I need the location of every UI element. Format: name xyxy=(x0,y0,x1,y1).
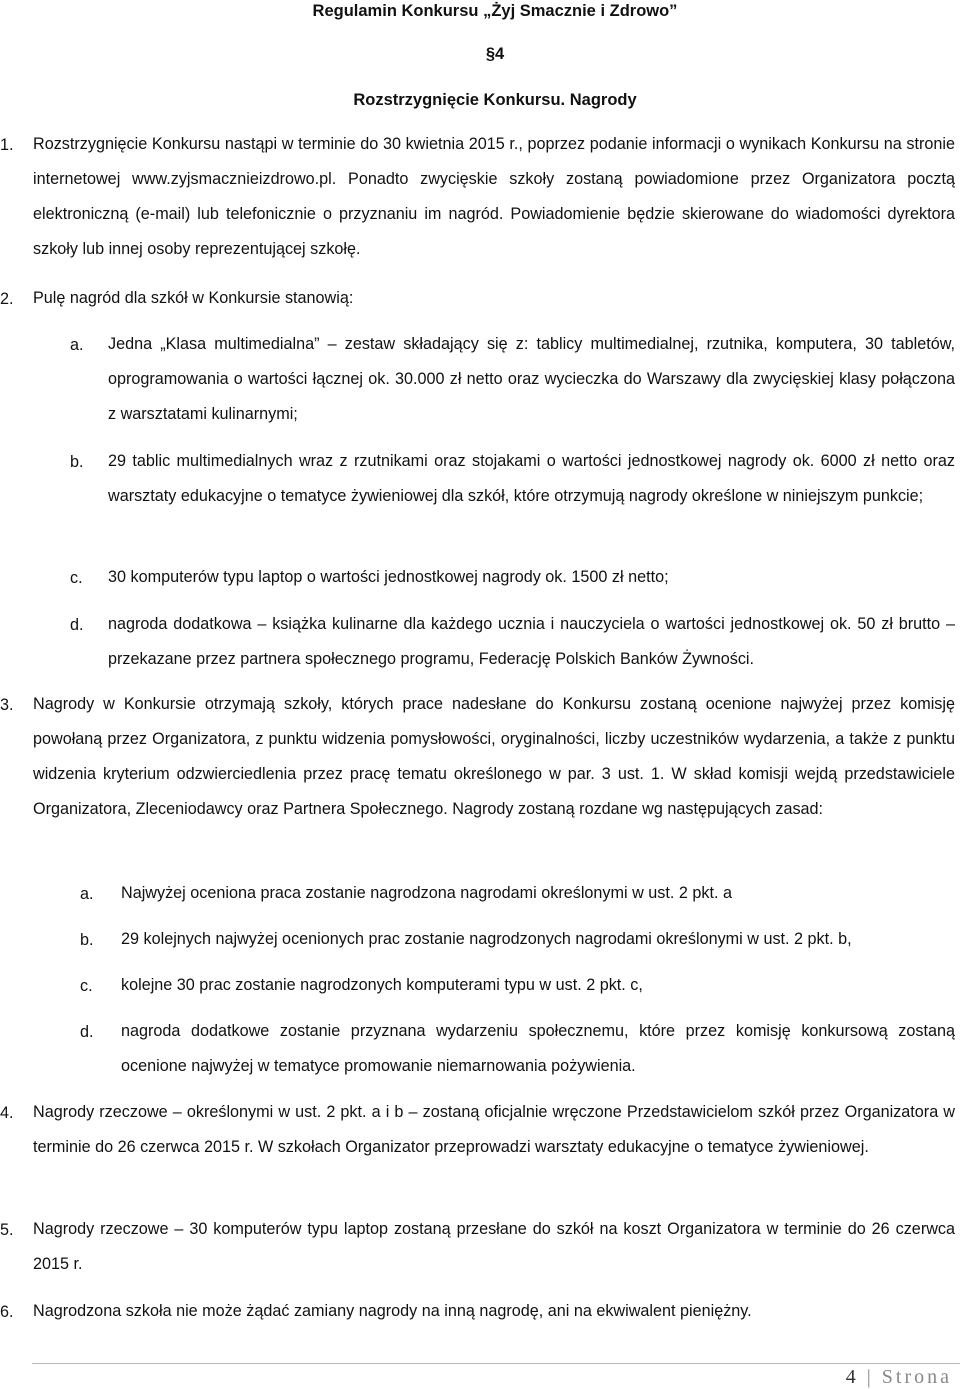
prize-item-c xyxy=(70,560,955,595)
point-number: 2. xyxy=(0,290,14,308)
prize-text: 30 komputerów typu laptop o wartości jednostkowej nagrody ok. 1500 zł netto; xyxy=(108,568,669,586)
page-number: 4 xyxy=(845,1366,859,1388)
point-number: 1. xyxy=(0,136,14,154)
point-number: 4. xyxy=(0,1104,14,1122)
prize-text: nagroda dodatkowa – książka kulinarne dla każdego ucznia i nauczyciela o wartości jednostkowej ok. 50 zł brutto – przekazane przez partnera społecznego programu, Federację Polskich Banków Żywności. xyxy=(108,615,955,668)
section-number: §4 xyxy=(485,45,505,63)
point-text: Rozstrzygnięcie Konkursu nastąpi w terminie do 30 kwietnia 2015 r., poprzez podanie informacji o wynikach Konkursu na stronie internetowej www.zyjsmacznieizdrowo.pl. Ponadto zwycięskie szkoły zostaną powiadomione przez Organizatora pocztą elektroniczną (e-mail) lub telefonicznie o przyznaniu im nagród. Powiadomienie będzie skierowane do wiadomości dyrektora szkoły lub innej osoby reprezentującej szkołę. xyxy=(33,135,955,258)
rule-text: 29 kolejnych najwyżej ocenionych prac zostanie nagrodzonych nagrodami określonymi w ust. 2 pkt. b, xyxy=(121,930,852,948)
point-text: Nagrodzona szkoła nie może żądać zamiany nagrody na inną nagrodę, ani na ekwiwalent pieniężny. xyxy=(33,1302,752,1320)
section-title: Rozstrzygnięcie Konkursu. Nagrody xyxy=(353,91,637,109)
rule-letter: d. xyxy=(80,1023,94,1041)
rule-letter: a. xyxy=(80,885,94,903)
point-text: Nagrody rzeczowe – 30 komputerów typu laptop zostaną przesłane do szkół na koszt Organizatora w terminie do 26 czerwca 2015 r. xyxy=(33,1220,955,1273)
footer-separator: | xyxy=(866,1366,874,1388)
footer-divider xyxy=(32,1363,960,1364)
point-2 xyxy=(0,281,955,316)
document-title: Regulamin Konkursu „Żyj Smacznie i Zdrowo” xyxy=(312,2,678,20)
prize-item-a xyxy=(70,327,955,432)
prize-letter: a. xyxy=(70,336,84,354)
point-1 xyxy=(0,127,955,267)
rule-item-a xyxy=(80,876,955,911)
point-text: Nagrody w Konkursie otrzymają szkoły, których prace nadesłane do Konkursu zostaną ocenione najwyżej przez komisję powołaną przez Organizatora, z punktu widzenia pomysłowości, oryginalności, liczby uczestników wydarzenia, a także z punktu widzenia kryterium odzwierciedlenia przez pracę tematu określonego w par. 3 ust. 1. W skład komisji wejdą przedstawiciele Organizatora, Zleceniodawcy oraz Partnera Społecznego. Nagrody zostaną rozdane wg następujących zasad: xyxy=(33,695,955,818)
rule-text: kolejne 30 prac zostanie nagrodzonych komputerami typu w ust. 2 pkt. c, xyxy=(121,976,643,994)
point-5 xyxy=(0,1212,955,1282)
rule-text: Najwyżej oceniona praca zostanie nagrodzona nagrodami określonymi w ust. 2 pkt. a xyxy=(121,884,732,902)
prize-text: 29 tablic multimedialnych wraz z rzutnikami oraz stojakami o wartości jednostkowej nagrody ok. 6000 zł netto oraz warsztaty edukacyjne o tematyce żywieniowej dla szkół, które otrzymują nagrody określone w niniejszym punkcie; xyxy=(108,452,955,505)
point-number: 3. xyxy=(0,696,14,714)
prize-item-b xyxy=(70,444,955,514)
rule-item-b xyxy=(80,922,955,957)
rule-item-d xyxy=(80,1014,955,1084)
point-4 xyxy=(0,1095,955,1165)
point-number: 6. xyxy=(0,1303,14,1321)
point-text: Pulę nagród dla szkół w Konkursie stanowią: xyxy=(33,289,354,307)
rule-item-c xyxy=(80,968,955,1003)
rule-letter: c. xyxy=(80,977,93,995)
point-number: 5. xyxy=(0,1221,14,1239)
point-6 xyxy=(0,1294,955,1329)
prize-item-d xyxy=(70,607,955,677)
prize-letter: d. xyxy=(70,616,84,634)
footer-label: Strona xyxy=(881,1366,952,1388)
prize-text: Jedna „Klasa multimedialna” – zestaw składający się z: tablicy multimedialnej, rzutnika, komputera, 30 tabletów, oprogramowania o wartości łącznej ok. 30.000 zł netto oraz wycieczka do Warszawy dla zwycięskiej klasy połączona z warsztatami kulinarnymi; xyxy=(108,335,955,423)
prize-letter: c. xyxy=(70,569,83,587)
rule-letter: b. xyxy=(80,931,94,949)
point-text: Nagrody rzeczowe – określonymi w ust. 2 pkt. a i b – zostaną oficjalnie wręczone Przedstawicielom szkół przez Organizatora w terminie do 26 czerwca 2015 r. W szkołach Organizator przeprowadzi warsztaty edukacyjne o tematyce żywieniowej. xyxy=(33,1103,955,1156)
rule-text: nagroda dodatkowe zostanie przyznana wydarzeniu społecznemu, które przez komisję konkursową zostaną ocenione najwyżej w tematyce promowanie niemarnowania pożywienia. xyxy=(121,1022,955,1075)
prize-letter: b. xyxy=(70,453,84,471)
point-3 xyxy=(0,687,955,827)
page-footer xyxy=(846,1366,952,1389)
